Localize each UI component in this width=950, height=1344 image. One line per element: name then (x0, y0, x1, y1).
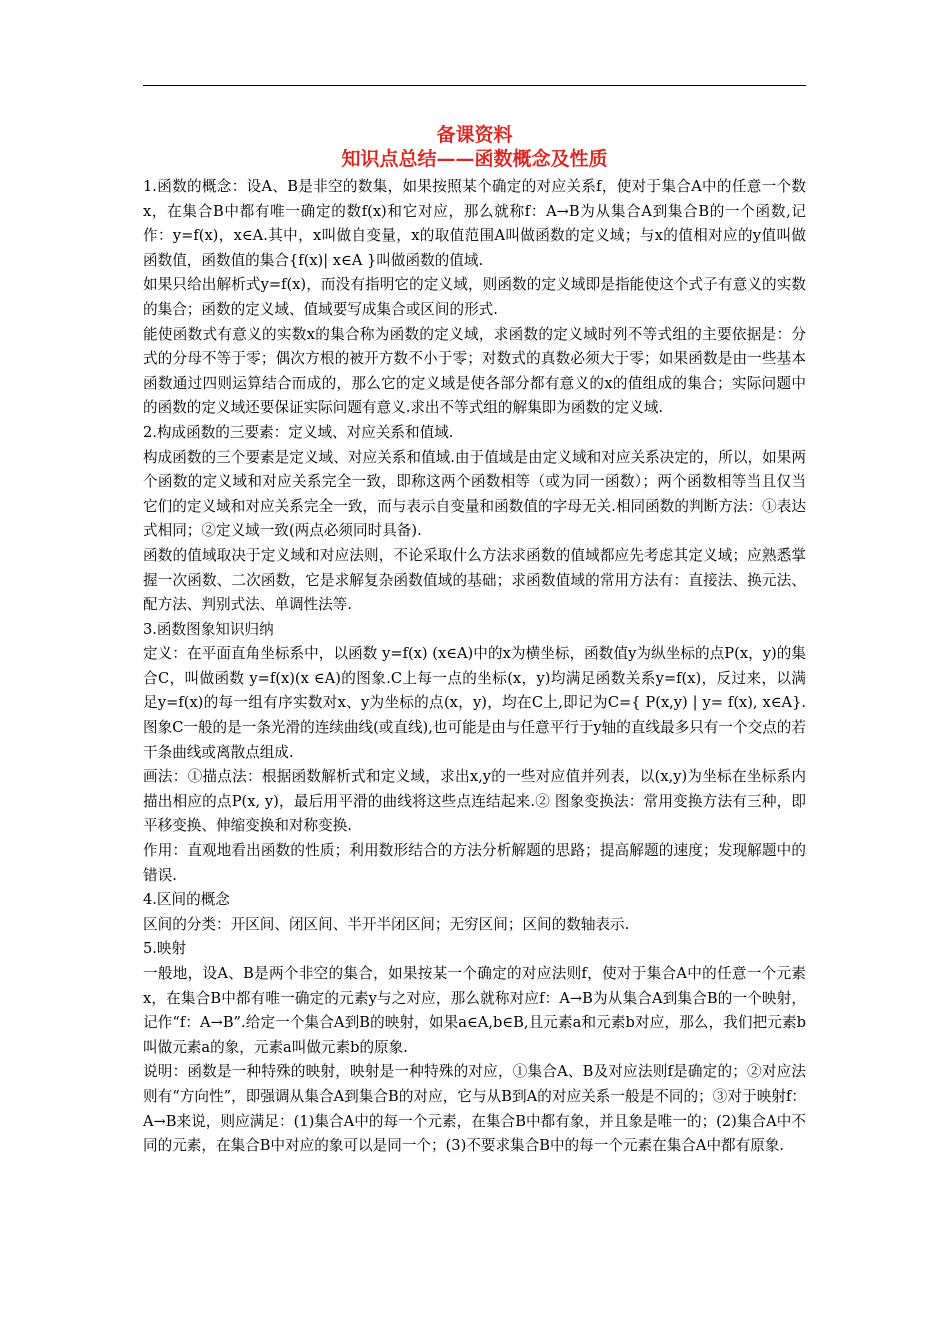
paragraph: 区间的分类：开区间、闭区间、半开半闭区间；无穷区间；区间的数轴表示. (143, 915, 630, 933)
body-text (143, 175, 806, 1159)
section-heading: 3.函数图象知识归纳 (143, 620, 274, 638)
paragraph: 构成函数的三个要素是定义域、对应关系和值域.由于值域是由定义域和对应关系决定的，所以，如果两个函数的定义域和对应关系完全一致，即称这两个函数相等（或为同一函数）；两个函数相等当且仅当它们的定义域和对应关系完全一致，而与表示自变量和函数值的字母无关.相同函数的判断方法：①表达式相同；②定义域一致(两点必须同时具备). (143, 448, 806, 540)
paragraph: 说明：函数是一种特殊的映射，映射是一种特殊的对应，①集合A、B及对应法则f是确定的；②对应法则有“方向性”，即强调从集合A到集合B的对应，它与从B到A的对应关系一般是不同的；③对于映射f：A→B来说，则应满足：(1)集合A中的每一个元素，在集合B中都有象，并且象是唯一的；(2)集合A中不同的元素，在集合B中对应的象可以是同一个；(3)不要求集合B中的每一个元素在集合A中都有原象. (143, 1063, 806, 1155)
title-block (143, 123, 806, 171)
paragraph: 画法：①描点法：根据函数解析式和定义域，求出x,y的一些对应值并列表，以(x,y)为坐标在坐标系内描出相应的点P(x, y)，最后用平滑的曲线将这些点连结起来.② 图象变换法：常用变换方法有三种，即平移变换、伸缩变换和对称变换. (143, 768, 806, 835)
header-rule (143, 85, 806, 86)
paragraph: 能使函数式有意义的实数x的集合称为函数的定义域，求函数的定义域时列不等式组的主要依据是：分式的分母不等于零；偶次方根的被开方数不小于零；对数式的真数必须大于零；如果函数是由一些基本函数通过四则运算结合而成的，那么它的定义域是使各部分都有意义的x的值组成的集合；实际问题中的函数的定义域还要保证实际问题有意义.求出不等式组的解集即为函数的定义域. (143, 325, 806, 417)
section-heading: 4.区间的概念 (143, 891, 230, 909)
page-title: 备课资料 (436, 124, 513, 146)
paragraph: 一般地，设A、B是两个非空的集合，如果按某一个确定的对应法则f，使对于集合A中的任意一个元素x，在集合B中都有唯一确定的元素y与之对应，那么就称对应f：A→B为从集合A到集合B的一个映射，记作“f：A→B”.给定一个集合A到B的映射，如果a∈A,b∈B,且元素a和元素b对应，那么，我们把元素b叫做元素a的象，元素a叫做元素b的原象. (143, 965, 807, 1056)
section-heading: 5.映射 (143, 940, 187, 958)
paragraph: 1.函数的概念：设A、B是非空的数集，如果按照某个确定的对应关系f，使对于集合A中的任意一个数x，在集合B中都有唯一确定的数f(x)和它对应，那么就称f：A→B为从集合A到集合B的一个函数,记作：y=f(x)，x∈A.其中，x叫做自变量，x的取值范围A叫做函数的定义域；与x的值相对应的y值叫做函数值，函数值的集合{f(x)| x∈A }叫做函数的值域. (143, 178, 806, 269)
paragraph: 如果只给出解析式y=f(x)，而没有指明它的定义域，则函数的定义域即是指能使这个式子有意义的实数的集合；函数的定义域、值域要写成集合或区间的形式. (143, 276, 806, 318)
page-subtitle: 知识点总结——函数概念及性质 (341, 148, 608, 170)
section-heading: 2.构成函数的三要素：定义域、对应关系和值域. (143, 423, 454, 441)
paragraph: 函数的值域取决于定义域和对应法则，不论采取什么方法求函数的值域都应先考虑其定义域；应熟悉掌握一次函数、二次函数，它是求解复杂函数值域的基础；求函数值域的常用方法有：直接法、换元法、配方法、判别式法、单调性法等. (143, 546, 806, 614)
paragraph: 作用：直观地看出函数的性质；利用数形结合的方法分析解题的思路；提高解题的速度；发现解题中的错误. (143, 842, 806, 884)
paragraph: 定义：在平面直角坐标系中，以函数 y=f(x) (x∈A)中的x为横坐标，函数值y为纵坐标的点P(x，y)的集合C，叫做函数 y=f(x)(x ∈A)的图象.C上每一点的坐标(x，y)均满足函数关系y=f(x)，反过来，以满足y=f(x)的每一组有序实数对x、y为坐标的点(x，y)，均在C上,即记为C={ P(x,y) | y= f(x), x∈A}.图象C一般的是一条光滑的连续曲线(或直线),也可能是由与任意平行于y轴的直线最多只有一个交点的若干条曲线或离散点组成. (143, 645, 806, 761)
